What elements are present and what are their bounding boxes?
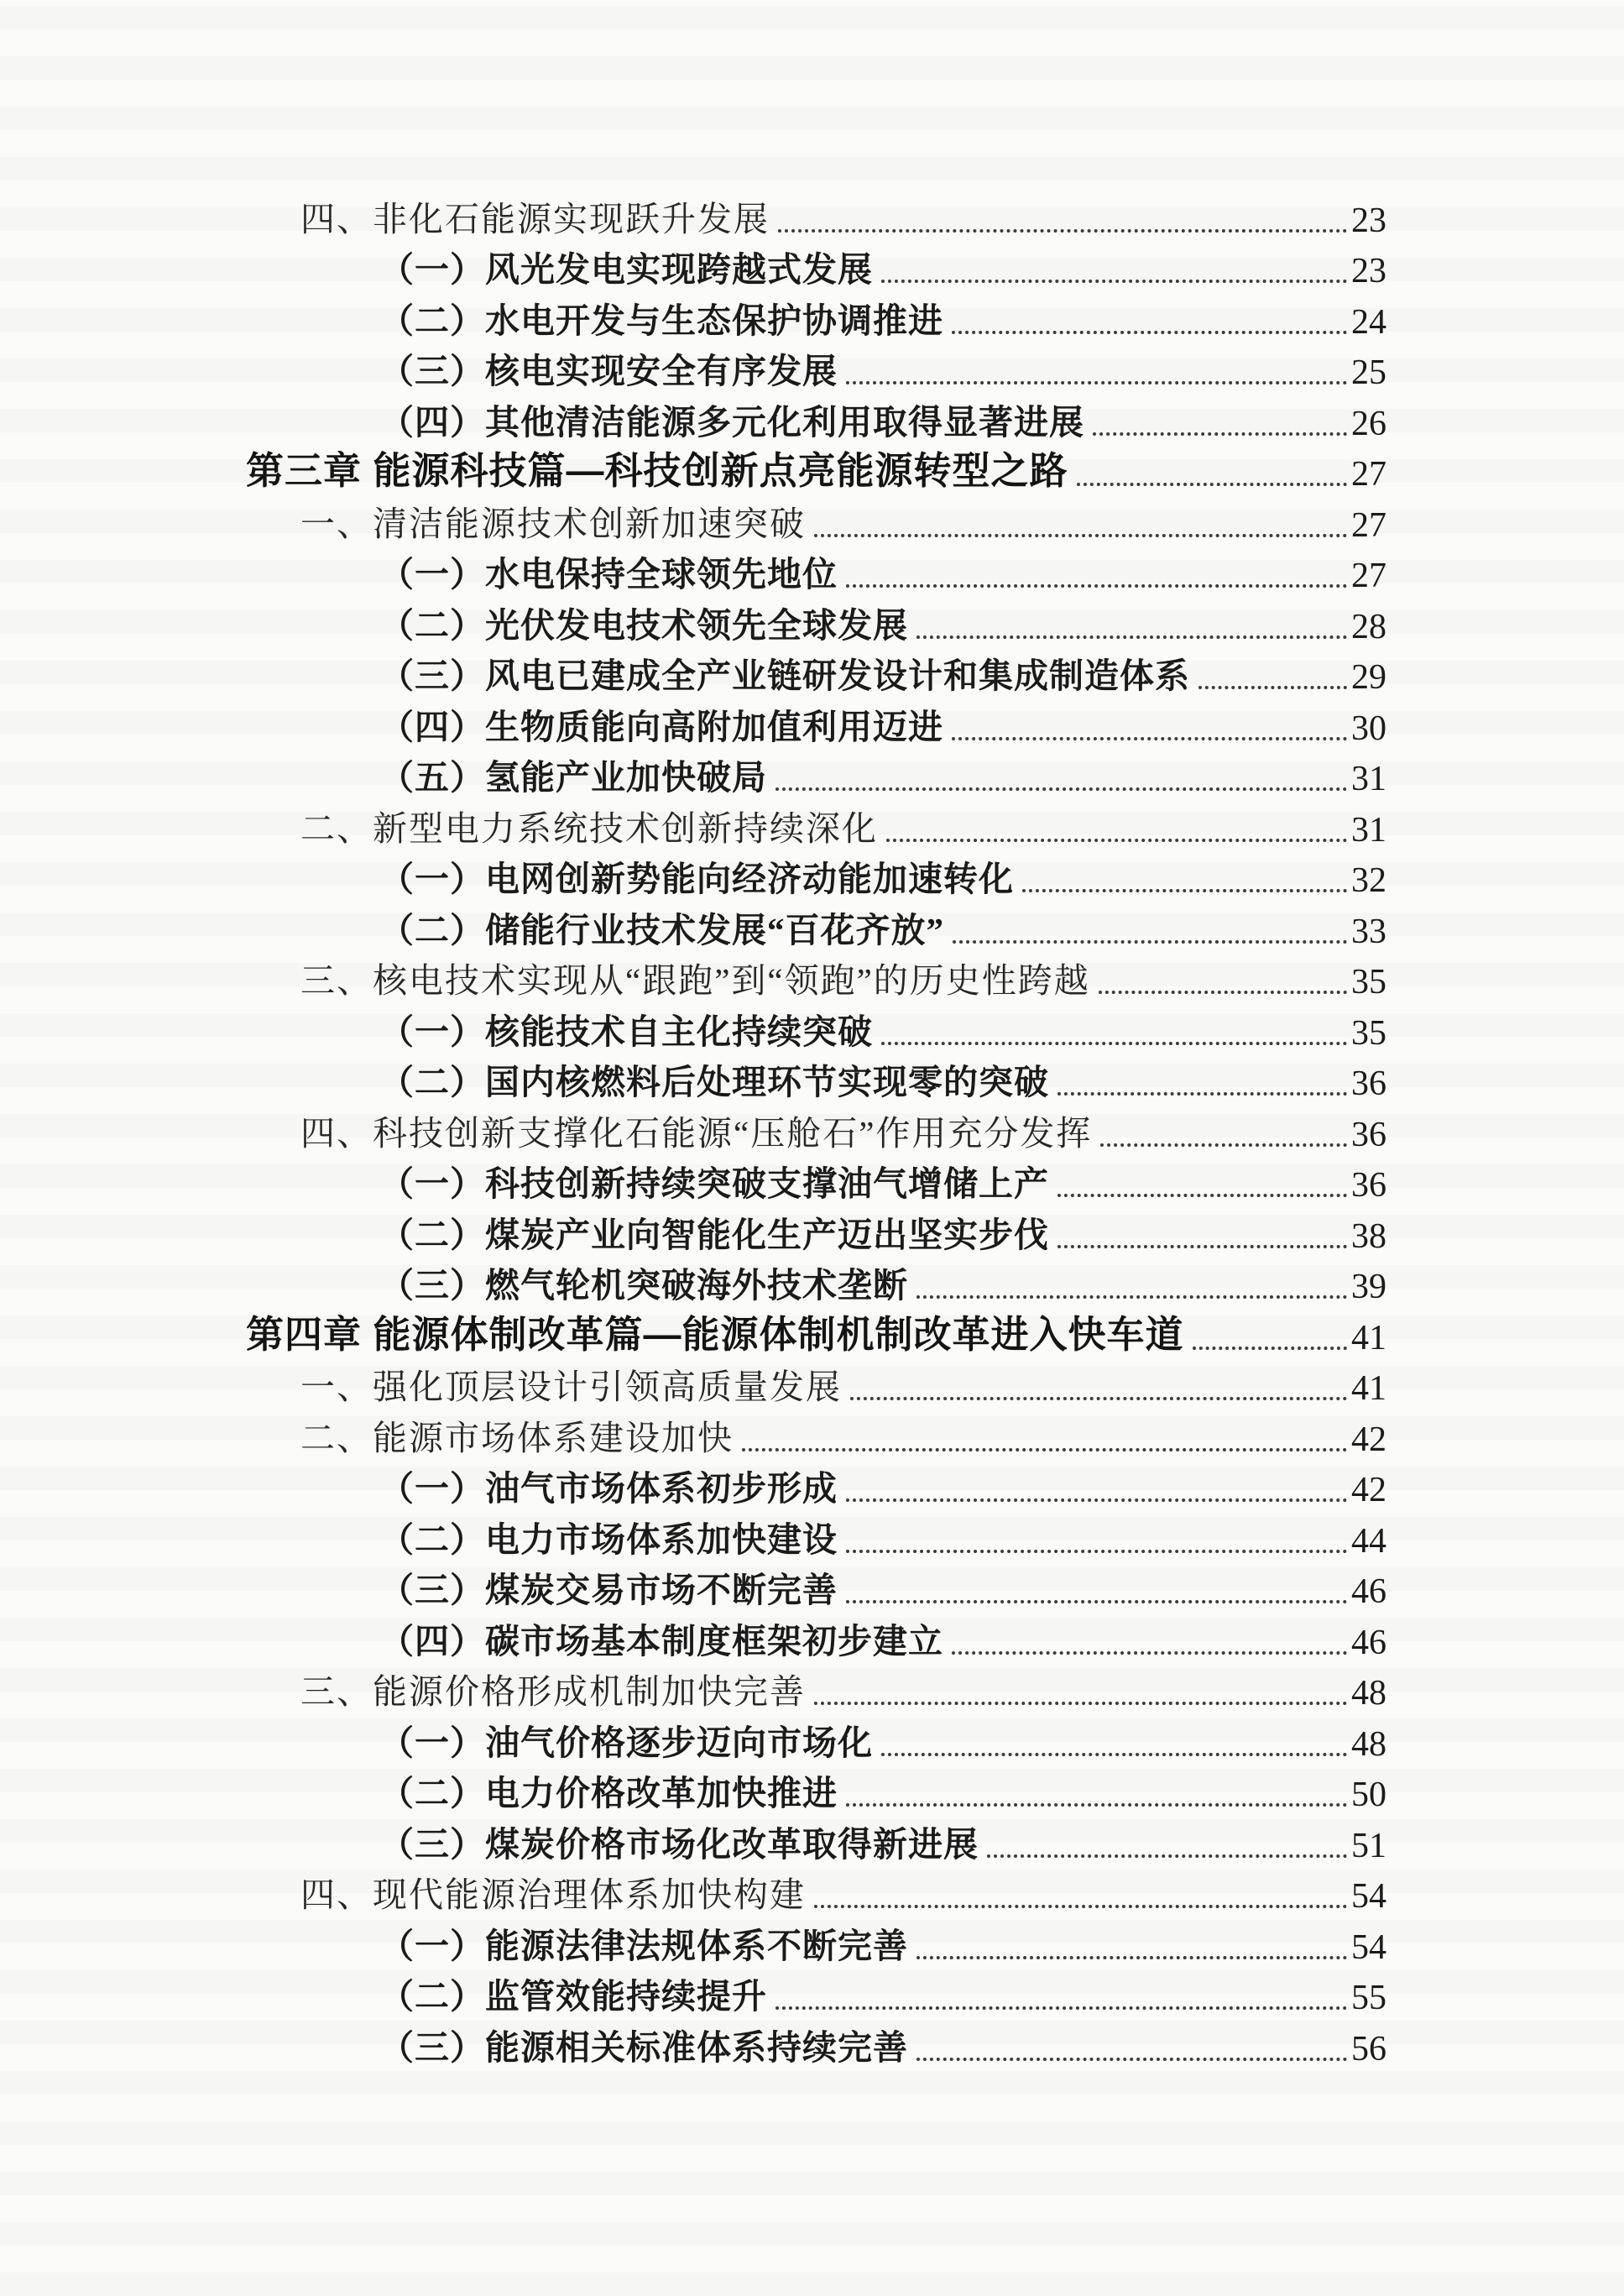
dot-leader bbox=[846, 1803, 1347, 1807]
toc-entry-label: （一）科技创新持续突破支撑油气增储上产 bbox=[379, 1164, 1049, 1203]
dot-leader bbox=[1057, 1092, 1347, 1096]
toc-entry-label: 第三章 能源科技篇—科技创新点亮能源转型之路 bbox=[246, 449, 1068, 492]
dot-leader bbox=[846, 1600, 1347, 1603]
toc-entry-label: （四）其他清洁能源多元化利用取得显著进展 bbox=[379, 402, 1084, 442]
toc-entry-sub[interactable] bbox=[0, 1561, 1386, 1613]
toc-entry-sub[interactable] bbox=[0, 1257, 1386, 1308]
toc-entry-label: 二、新型电力系统技术创新持续深化 bbox=[300, 808, 878, 848]
dot-leader bbox=[742, 1448, 1347, 1451]
toc-entry-section[interactable] bbox=[0, 952, 1386, 1003]
toc-entry-section[interactable] bbox=[0, 1409, 1386, 1460]
toc-entry-page-number: 24 bbox=[1351, 302, 1386, 342]
toc-entry-label: （一）水电保持全球领先地位 bbox=[379, 555, 838, 594]
dot-leader bbox=[775, 2006, 1347, 2010]
dot-leader bbox=[850, 1397, 1347, 1400]
toc-entry-page-number: 36 bbox=[1351, 1166, 1386, 1205]
dot-leader bbox=[952, 737, 1347, 740]
toc-entry-label: （一）油气市场体系初步形成 bbox=[379, 1469, 838, 1508]
toc-entry-page-number: 26 bbox=[1351, 404, 1386, 443]
toc-entry-page-number: 25 bbox=[1351, 353, 1386, 392]
toc-entry-sub[interactable] bbox=[0, 1917, 1386, 1968]
toc-entry-page-number: 39 bbox=[1351, 1268, 1386, 1306]
dot-leader bbox=[881, 1753, 1347, 1756]
toc-entry-label: （一）油气价格逐步迈向市场化 bbox=[379, 1723, 873, 1762]
toc-entry-sub[interactable] bbox=[0, 1765, 1386, 1816]
toc-entry-label: （三）风电已建成全产业链研发设计和集成制造体系 bbox=[379, 656, 1190, 695]
toc-entry-label: （二）国内核燃料后处理环节实现零的突破 bbox=[379, 1063, 1049, 1101]
toc-entry-page-number: 41 bbox=[1351, 1369, 1386, 1408]
toc-entry-label: 四、非化石能源实现跃升发展 bbox=[300, 199, 770, 238]
toc-entry-page-number: 29 bbox=[1351, 658, 1386, 697]
toc-entry-sub[interactable] bbox=[0, 241, 1386, 292]
dot-leader bbox=[1099, 991, 1347, 994]
dot-leader bbox=[1100, 1143, 1347, 1147]
toc-entry-label: （二）煤炭产业向智能化生产迈出坚实步伐 bbox=[379, 1215, 1049, 1254]
toc-entry-sub[interactable] bbox=[0, 546, 1386, 597]
toc-entry-chapter[interactable] bbox=[0, 444, 1386, 495]
dot-leader bbox=[814, 534, 1347, 537]
toc-entry-sub[interactable] bbox=[0, 596, 1386, 647]
dot-leader bbox=[916, 2058, 1347, 2061]
toc-entry-page-number: 36 bbox=[1351, 1115, 1386, 1154]
toc-entry-page-number: 28 bbox=[1351, 607, 1386, 646]
dot-leader bbox=[987, 1854, 1347, 1858]
toc-entry-sub[interactable] bbox=[0, 343, 1386, 394]
dot-leader bbox=[814, 1905, 1347, 1908]
dot-leader bbox=[916, 1956, 1347, 1959]
toc-entry-section[interactable] bbox=[0, 1866, 1386, 1917]
toc-entry-sub[interactable] bbox=[0, 698, 1386, 749]
toc-entry-page-number: 30 bbox=[1351, 709, 1386, 748]
toc-entry-page-number: 31 bbox=[1351, 810, 1386, 850]
toc-entry-section[interactable] bbox=[0, 1358, 1386, 1410]
toc-entry-label: （二）光伏发电技术领先全球发展 bbox=[379, 605, 908, 645]
toc-entry-label: （二）储能行业技术发展“百花齐放” bbox=[379, 910, 944, 949]
toc-entry-label: 四、现代能源治理体系加快构建 bbox=[300, 1875, 806, 1914]
toc-entry-page-number: 32 bbox=[1351, 861, 1386, 900]
dot-leader bbox=[1057, 1194, 1347, 1197]
toc-entry-label: （一）核能技术自主化持续突破 bbox=[379, 1012, 873, 1051]
toc-entry-label: 一、强化顶层设计引领高质量发展 bbox=[300, 1368, 842, 1406]
dot-leader bbox=[916, 635, 1347, 639]
toc-entry-page-number: 55 bbox=[1351, 1979, 1386, 2017]
toc-entry-sub[interactable] bbox=[0, 850, 1386, 902]
dot-leader bbox=[1198, 686, 1347, 689]
dot-leader bbox=[916, 1295, 1347, 1299]
toc-entry-sub[interactable] bbox=[0, 291, 1386, 343]
toc-entry-label: 第四章 能源体制改革篇—能源体制机制改革进入快车道 bbox=[246, 1312, 1184, 1356]
toc-entry-label: （三）燃气轮机突破海外技术垄断 bbox=[379, 1266, 908, 1305]
toc-entry-label: （二）监管效能持续提升 bbox=[379, 1977, 767, 2016]
dot-leader bbox=[881, 280, 1347, 283]
toc-entry-page-number: 50 bbox=[1351, 1776, 1386, 1814]
toc-entry-sub[interactable] bbox=[0, 1054, 1386, 1105]
dot-leader bbox=[1077, 483, 1347, 486]
toc-entry-section[interactable] bbox=[0, 494, 1386, 546]
toc-entry-label: 四、科技创新支撑化石能源“压舱石”作用充分发挥 bbox=[300, 1113, 1093, 1153]
toc-entry-label: （三）煤炭交易市场不断完善 bbox=[379, 1571, 838, 1609]
dot-leader bbox=[1093, 432, 1347, 436]
toc-entry-page-number: 23 bbox=[1351, 201, 1386, 240]
dot-leader bbox=[1193, 1347, 1347, 1350]
toc-entry-label: （五）氢能产业加快破局 bbox=[379, 758, 767, 797]
toc-entry-sub[interactable] bbox=[0, 1713, 1386, 1765]
toc-entry-label: （四）碳市场基本制度框架初步建立 bbox=[379, 1621, 943, 1661]
toc-entry-page-number: 46 bbox=[1351, 1623, 1386, 1662]
toc-entry-label: （二）电力价格改革加快推进 bbox=[379, 1774, 838, 1812]
toc-entry-sub[interactable] bbox=[0, 1206, 1386, 1257]
dot-leader bbox=[1022, 889, 1347, 892]
toc-entry-label: （三）煤炭价格市场化改革取得新进展 bbox=[379, 1824, 979, 1864]
toc-entry-page-number: 33 bbox=[1351, 912, 1386, 951]
toc-entry-page-number: 23 bbox=[1351, 252, 1386, 290]
toc-entry-page-number: 42 bbox=[1351, 1471, 1386, 1509]
toc-list bbox=[0, 190, 1386, 2069]
toc-entry-page-number: 42 bbox=[1351, 1420, 1386, 1459]
toc-entry-page-number: 27 bbox=[1351, 505, 1386, 545]
toc-entry-page-number: 54 bbox=[1351, 1877, 1386, 1916]
toc-entry-section[interactable] bbox=[0, 190, 1386, 241]
dot-leader bbox=[778, 229, 1347, 233]
toc-entry-label: （一）风光发电实现跨越式发展 bbox=[379, 250, 873, 289]
toc-entry-sub[interactable] bbox=[0, 1968, 1386, 2019]
toc-entry-label: （二）水电开发与生态保护协调推进 bbox=[379, 301, 943, 340]
toc-entry-page-number: 44 bbox=[1351, 1521, 1386, 1561]
dot-leader bbox=[846, 584, 1347, 588]
toc-entry-sub[interactable] bbox=[0, 1815, 1386, 1866]
toc-entry-label: （四）生物质能向高附加值利用迈进 bbox=[379, 707, 943, 746]
dot-leader bbox=[846, 1498, 1347, 1502]
toc-entry-section[interactable] bbox=[0, 1663, 1386, 1714]
toc-entry-page-number: 35 bbox=[1351, 1013, 1386, 1053]
toc-entry-sub[interactable] bbox=[0, 749, 1386, 800]
toc-entry-sub[interactable] bbox=[0, 1155, 1386, 1206]
toc-entry-page-number: 31 bbox=[1351, 760, 1386, 798]
toc-entry-label: （三）能源相关标准体系持续完善 bbox=[379, 2027, 908, 2067]
dot-leader bbox=[775, 787, 1347, 791]
dot-leader bbox=[1057, 1245, 1347, 1248]
dot-leader bbox=[952, 331, 1347, 334]
toc-entry-label: 三、能源价格形成机制加快完善 bbox=[300, 1672, 806, 1711]
toc-entry-sub[interactable] bbox=[0, 1002, 1386, 1054]
toc-entry-label: （一）能源法律法规体系不断完善 bbox=[379, 1926, 908, 1965]
toc-entry-label: 二、能源市场体系建设加快 bbox=[300, 1418, 734, 1457]
toc-entry-label: 一、清洁能源技术创新加速突破 bbox=[300, 504, 806, 543]
toc-entry-label: （一）电网创新势能向经济动能加速转化 bbox=[379, 860, 1014, 898]
toc-entry-section[interactable] bbox=[0, 799, 1386, 850]
toc-entry-page-number: 27 bbox=[1351, 455, 1386, 494]
toc-entry-label: （二）电力市场体系加快建设 bbox=[379, 1519, 838, 1559]
toc-entry-page-number: 36 bbox=[1351, 1064, 1386, 1103]
toc-entry-page-number: 48 bbox=[1351, 1674, 1386, 1713]
dot-leader bbox=[846, 1550, 1347, 1553]
dot-leader bbox=[881, 1042, 1347, 1045]
dot-leader bbox=[846, 381, 1347, 384]
toc-entry-page-number: 38 bbox=[1351, 1216, 1386, 1256]
toc-entry-section[interactable] bbox=[0, 1104, 1386, 1155]
toc-entry-sub[interactable] bbox=[0, 1612, 1386, 1663]
toc-entry-label: 三、核电技术实现从“跟跑”到“领跑”的历史性跨越 bbox=[300, 961, 1090, 1000]
toc-entry-label: （三）核电实现安全有序发展 bbox=[379, 352, 838, 390]
toc-entry-sub[interactable] bbox=[0, 1460, 1386, 1511]
dot-leader bbox=[952, 1651, 1347, 1655]
toc-entry-page-number: 54 bbox=[1351, 1927, 1386, 1967]
toc-entry-page-number: 51 bbox=[1351, 1826, 1386, 1865]
dot-leader bbox=[886, 839, 1347, 842]
toc-entry-sub[interactable] bbox=[0, 647, 1386, 698]
dot-leader bbox=[953, 940, 1347, 944]
toc-entry-page-number: 56 bbox=[1351, 2029, 1386, 2068]
toc-entry-page-number: 46 bbox=[1351, 1572, 1386, 1611]
toc-entry-sub[interactable] bbox=[0, 901, 1386, 952]
toc-entry-sub[interactable] bbox=[0, 2018, 1386, 2069]
toc-entry-chapter[interactable] bbox=[0, 1307, 1386, 1358]
toc-entry-sub[interactable] bbox=[0, 393, 1386, 444]
toc-entry-sub[interactable] bbox=[0, 1510, 1386, 1561]
toc-entry-page-number: 27 bbox=[1351, 557, 1386, 595]
toc-entry-page-number: 41 bbox=[1351, 1318, 1386, 1357]
toc-entry-page-number: 48 bbox=[1351, 1724, 1386, 1764]
dot-leader bbox=[814, 1702, 1347, 1705]
toc-entry-page-number: 35 bbox=[1351, 963, 1386, 1002]
